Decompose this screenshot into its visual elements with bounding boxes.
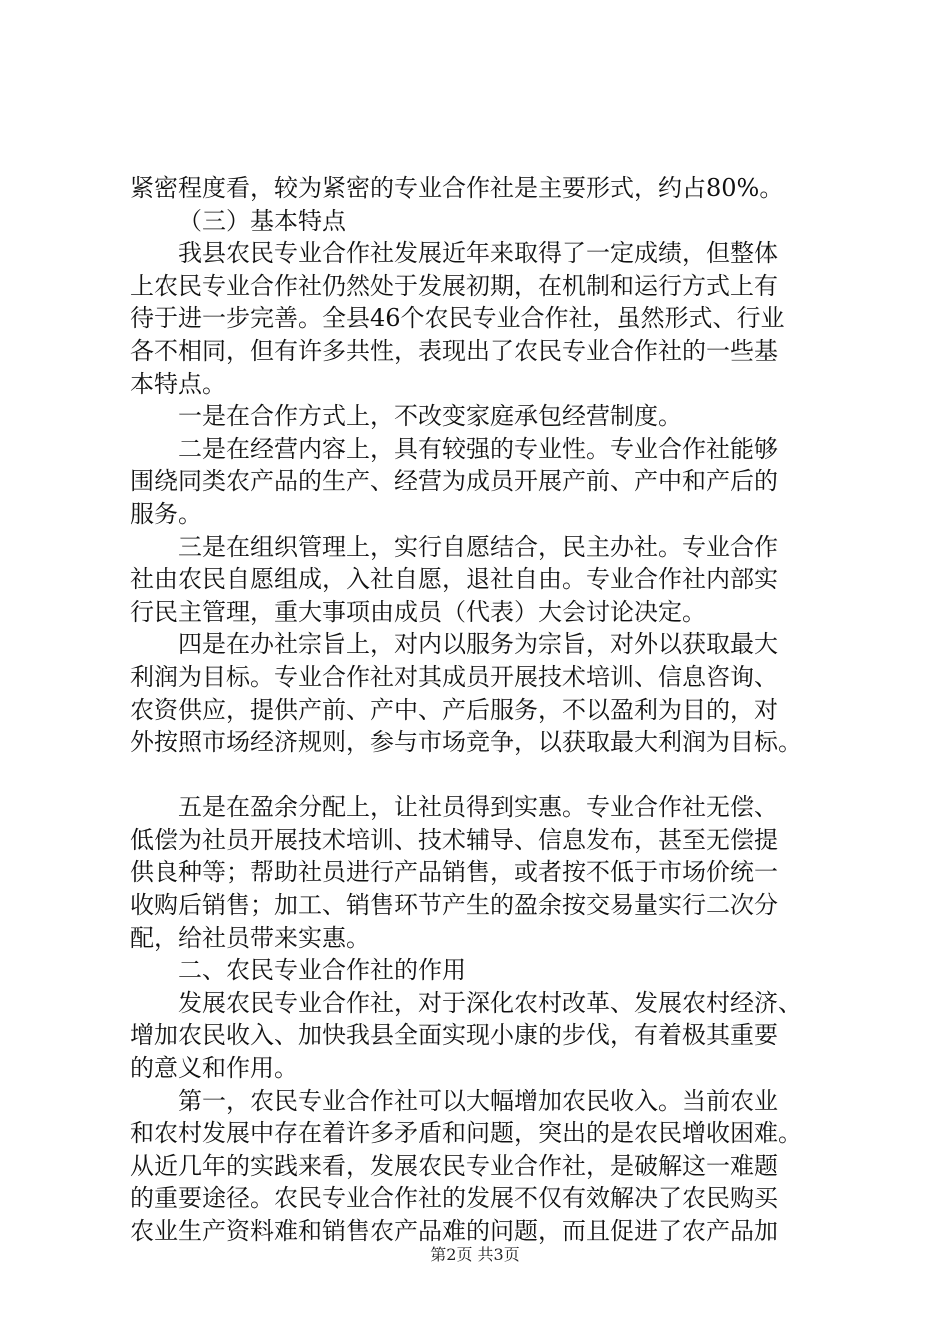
text-line: 供良种等；帮助社员进行产品销售，或者按不低于市场价统一 (130, 858, 778, 887)
text-line: 的重要途径。农民专业合作社的发展不仅有效解决了农民购买 (130, 1184, 778, 1213)
text-line: 利润为目标。专业合作社对其成员开展技术培训、信息咨询、 (130, 662, 778, 691)
text-line: 我县农民专业合作社发展近年来取得了一定成绩，但整体 (178, 239, 778, 268)
text-line: 的意义和作用。 (130, 1054, 298, 1083)
text-line: 外按照市场经济规则，参与市场竞争，以获取最大利润为目标。 (130, 728, 802, 757)
blank-line (130, 759, 840, 792)
page-footer (0, 1244, 950, 1266)
text-line: 低偿为社员开展技术培训、技术辅导、信息发布，甚至无偿提 (130, 825, 778, 854)
text-line: 四是在办社宗旨上，对内以服务为宗旨，对外以获取最大 (178, 630, 778, 659)
text-line: 第一，农民专业合作社可以大幅增加农民收入。当前农业 (178, 1086, 778, 1115)
text-line: 社由农民自愿组成，入社自愿，退社自由。专业合作社内部实 (130, 565, 778, 594)
text-line: 一是在合作方式上，不改变家庭承包经营制度。 (178, 402, 682, 431)
text-line: 五是在盈余分配上，让社员得到实惠。专业合作社无偿、 (178, 793, 778, 822)
text-line: （三）基本特点 (178, 206, 346, 235)
text-line: 收购后销售；加工、销售环节产生的盈余按交易量实行二次分 (130, 891, 778, 920)
text-line: 和农村发展中存在着许多矛盾和问题，突出的是农民增收困难。 (130, 1119, 802, 1148)
text-line: 二、农民专业合作社的作用 (178, 956, 466, 985)
text-line: 增加农民收入、加快我县全面实现小康的步伐，有着极其重要 (130, 1021, 778, 1050)
document-body (130, 172, 840, 1248)
text-line: 本特点。 (130, 369, 226, 398)
text-line: 发展农民专业合作社，对于深化农村改革、发展农村经济、 (178, 988, 802, 1017)
text-line: 行民主管理，重大事项由成员（代表）大会讨论决定。 (130, 597, 706, 626)
text-line: 三是在组织管理上，实行自愿结合，民主办社。专业合作 (178, 532, 778, 561)
text-line: 农资供应，提供产前、产中、产后服务，不以盈利为目的，对 (130, 695, 778, 724)
text-line: 待于进一步完善。全县46个农民专业合作社，虽然形式、行业 (130, 304, 785, 333)
text-line: 农业生产资料难和销售农产品难的问题，而且促进了农产品加 (130, 1217, 778, 1245)
page-number-label: 第2页 共3页 (430, 1245, 520, 1264)
text-line: 二是在经营内容上，具有较强的专业性。专业合作社能够 (178, 434, 778, 463)
text-line: 紧密程度看，较为紧密的专业合作社是主要形式，约占80%。 (130, 174, 784, 202)
text-line: 从近几年的实践来看，发展农民专业合作社，是破解这一难题 (130, 1151, 778, 1180)
text-line: 配，给社员带来实惠。 (130, 923, 370, 952)
text-line: 各不相同，但有许多共性，表现出了农民专业合作社的一些基 (130, 336, 778, 365)
text-line: 服务。 (130, 499, 202, 528)
text-line: 上农民专业合作社仍然处于发展初期，在机制和运行方式上有 (130, 271, 778, 300)
text-line: 围绕同类农产品的生产、经营为成员开展产前、产中和产后的 (130, 467, 778, 496)
